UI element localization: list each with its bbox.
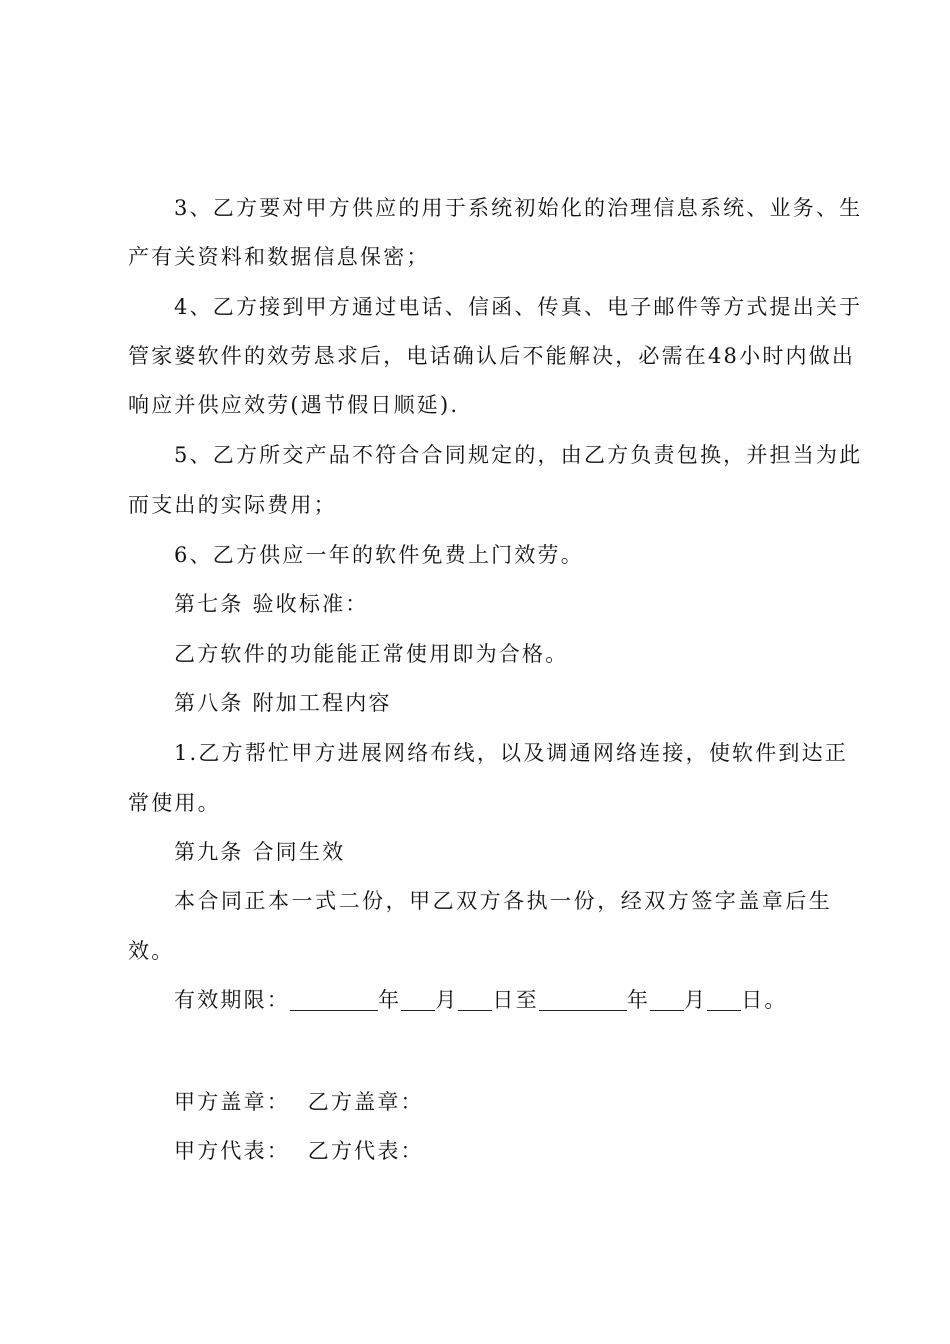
end-year-unit: 年 [626,988,651,1012]
paragraph-5-line-1: 5、乙方所交产品不符合合同规定的，由乙方负责包换，并担当为此 [174,443,863,467]
validity-period-line [174,985,832,1015]
start-year-blank [290,988,378,1011]
paragraph-5-line-2: 而支出的实际费用； [128,493,337,517]
representative-signature-line: 甲方代表： 乙方代表： [174,1139,424,1163]
article-9-heading: 第九条 合同生效 [174,840,346,864]
end-year-blank [539,988,627,1011]
start-day-blank [458,988,492,1011]
paragraph-6-line-1: 6、乙方供应一年的软件免费上门效劳。 [174,543,584,567]
paragraph-4-line-3: 响应并供应效劳(遇节假日顺延). [128,393,460,417]
article-7-body: 乙方软件的功能能正常使用即为合格。 [174,642,569,666]
paragraph-3-line-1: 3、乙方要对甲方供应的用于系统初始化的治理信息系统、业务、生 [174,196,863,220]
start-month-unit: 月 [435,988,459,1012]
paragraph-4-line-2: 管家婆软件的效劳恳求后，电话确认后不能解决，必需在48小时内做出 [128,344,856,368]
end-day-unit: 日。 [741,988,788,1012]
start-year-unit: 年 [378,988,402,1012]
article-8-item-line-1: 1.乙方帮忙甲方进展网络布线，以及调通网络连接，使软件到达正 [174,741,849,765]
validity-label: 有效期限： [174,988,290,1012]
article-8-item-line-2: 常使用。 [128,791,221,815]
article-7-heading: 第七条 验收标准： [174,592,369,616]
start-month-blank [401,988,435,1011]
article-9-body-line-2: 效。 [128,939,175,963]
article-9-body-line-1: 本合同正本一式二份，甲乙双方各执一份，经双方签字盖章后生 [174,889,832,913]
start-day-unit: 日至 [492,988,539,1012]
paragraph-3-line-2: 产有关资料和数据信息保密； [128,245,430,269]
end-day-blank [707,988,741,1011]
seal-signature-line: 甲方盖章： 乙方盖章： [174,1090,424,1114]
end-month-blank [650,988,684,1011]
end-month-unit: 月 [684,988,708,1012]
article-8-heading: 第八条 附加工程内容 [174,691,392,715]
paragraph-4-line-1: 4、乙方接到甲方通过电话、信函、传真、电子邮件等方式提出关于 [174,295,863,319]
